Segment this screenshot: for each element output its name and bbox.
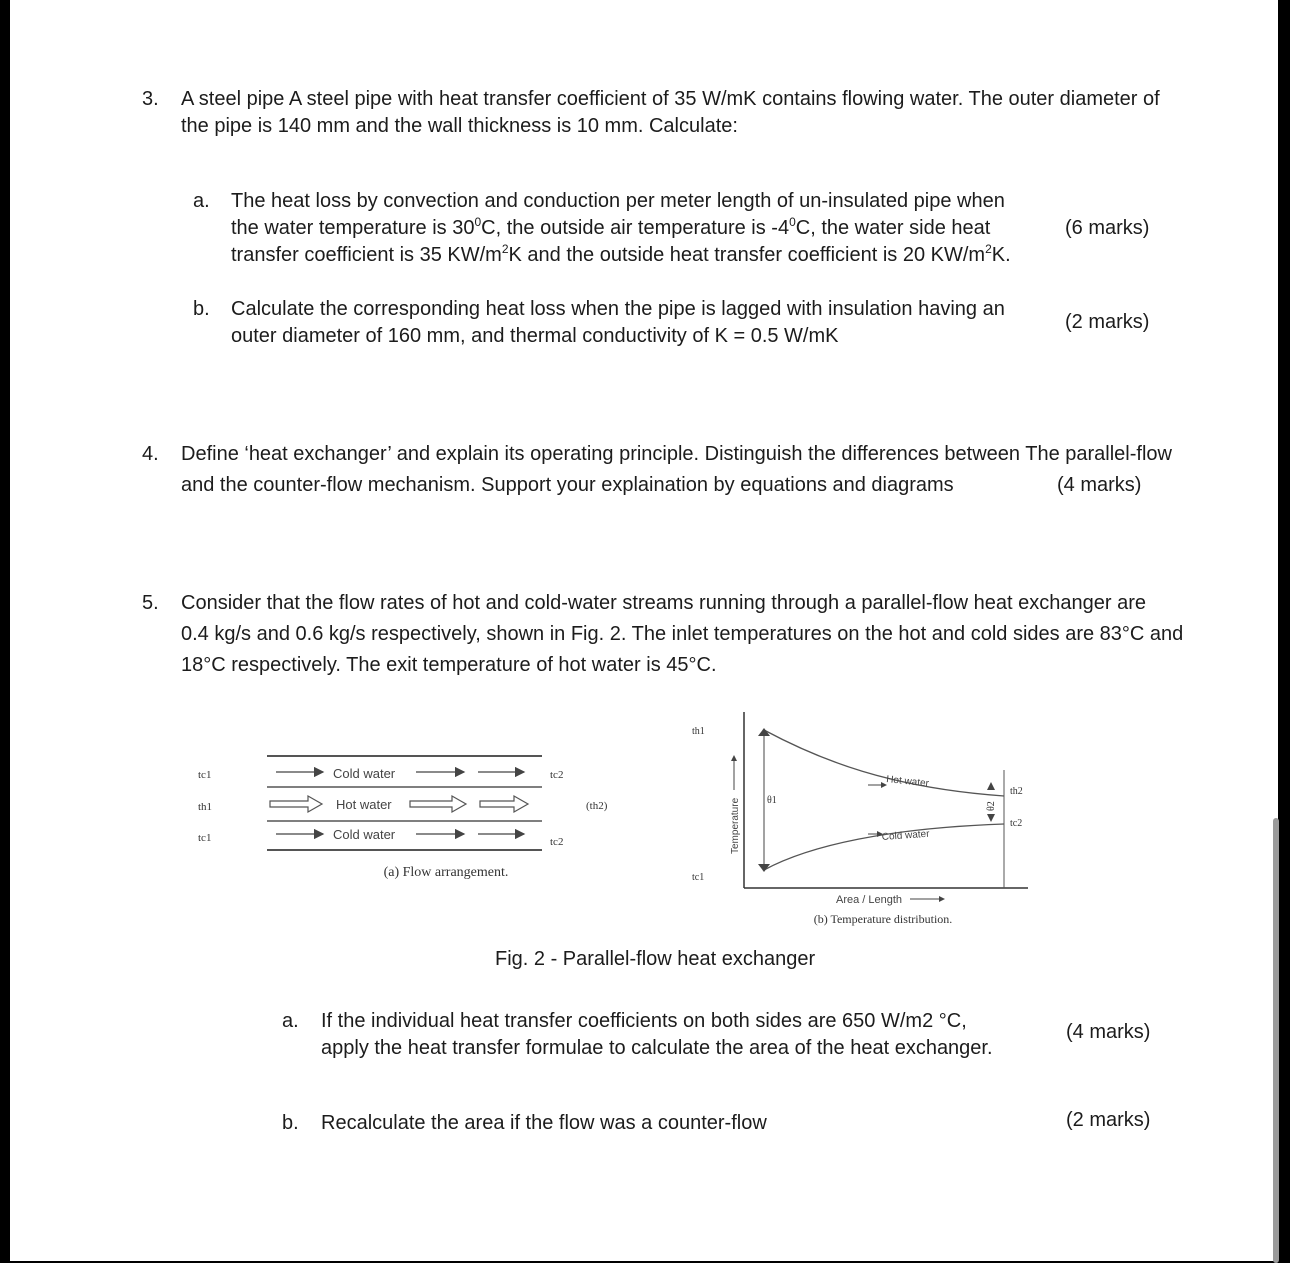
cold-water-label-bottom: Cold water [333, 827, 396, 842]
fig2-caption: Fig. 2 - Parallel-flow heat exchanger [495, 948, 816, 970]
q5b-marks: (2 marks) [1066, 1109, 1151, 1131]
q4-number: 4. [142, 443, 159, 465]
outlet-label-tc2-bottom: tc2 [550, 836, 564, 848]
q5a-letter: a. [282, 1010, 299, 1032]
hot-arrow-icon [480, 796, 528, 812]
hot-arrow-icon [410, 796, 466, 812]
q4-text-line1: Define ‘heat exchanger’ and explain its operating principle. Distinguish the differences between The parallel-flow [181, 443, 1172, 465]
q5a-line2: apply the heat transfer formulae to calculate the area of the heat exchanger. [321, 1037, 993, 1059]
q3-number: 3. [142, 88, 159, 110]
q5-text-line2: 0.4 kg/s and 0.6 kg/s respectively, shown in Fig. 2. The inlet temperatures on the hot and cold sides are 83°C and [181, 623, 1184, 645]
theta2-arrow-down-icon [987, 814, 995, 822]
q5-text-line1: Consider that the flow rates of hot and cold-water streams running through a parallel-flow heat exchanger are [181, 592, 1146, 614]
flow-arrangement-subcaption: (a) Flow arrangement. [383, 865, 509, 880]
fig2-diagram [10, 700, 1110, 940]
q3b-marks: (2 marks) [1065, 311, 1150, 333]
temperature-distribution [692, 712, 1028, 926]
q5b-letter: b. [282, 1112, 299, 1134]
theta1-label: θ1 [767, 795, 777, 806]
q3a-line1: The heat loss by convection and conduction per meter length of un-insulated pipe when [231, 190, 1005, 212]
q3-text-line1: A steel pipe A steel pipe with heat transfer coefficient of 35 W/mK contains flowing water. The outer diameter of [181, 88, 1160, 110]
tc2-label: tc2 [1010, 818, 1023, 829]
q3-text-line2: the pipe is 140 mm and the wall thickness is 10 mm. Calculate: [181, 115, 738, 137]
cold-water-label-top: Cold water [333, 766, 396, 781]
q5a-marks: (4 marks) [1066, 1021, 1151, 1043]
q4-marks: (4 marks) [1057, 474, 1142, 496]
q4-text-line2: and the counter-flow mechanism. Support your explaination by equations and diagrams [181, 474, 954, 496]
hot-arrow-icon [270, 796, 322, 812]
temperature-distribution-subcaption: (b) Temperature distribution. [813, 912, 953, 926]
inlet-label-tc1-bottom: tc1 [198, 832, 212, 844]
inlet-label-th1: th1 [198, 801, 213, 813]
x-axis-label: Area / Length [836, 894, 903, 906]
inlet-label-tc1: tc1 [198, 769, 212, 781]
theta2-label: θ2 [986, 801, 997, 811]
q5-number: 5. [142, 592, 159, 614]
theta2-arrow-up-icon [987, 782, 995, 790]
q3b-line1: Calculate the corresponding heat loss when the pipe is lagged with insulation having an [231, 298, 1005, 320]
q5b-line1: Recalculate the area if the flow was a counter-flow [321, 1112, 767, 1134]
outlet-label-th2: (th2) [586, 800, 608, 812]
vertical-scrollbar[interactable] [1273, 818, 1279, 1263]
tc1-label: tc1 [692, 872, 705, 883]
flow-arrangement [198, 756, 608, 880]
th1-label: th1 [692, 726, 705, 737]
q5-text-line3: 18°C respectively. The exit temperature of hot water is 45°C. [181, 654, 717, 676]
hot-water-curve [764, 730, 1004, 796]
q3a-line3: transfer coefficient is 35 $KW/m^2K$ and the outside heat transfer coefficient is 20 $KW/m^2K$. [231, 242, 1011, 266]
y-axis-label: Temperature [730, 797, 741, 854]
q3a-line2: the water temperature is $30^0C$, the outside air temperature is $-4^0C$, the water side heat [231, 215, 991, 239]
q3b-line2: outer diameter of 160 mm, and thermal conductivity of K = 0.5 W/mK [231, 325, 839, 347]
q3a-marks: (6 marks) [1065, 217, 1150, 239]
cold-curve-label: Cold water [881, 828, 930, 843]
hot-curve-label: Hot water [885, 774, 930, 790]
hot-water-label: Hot water [336, 797, 392, 812]
document-page [10, 0, 1278, 1261]
q3a-letter: a. [193, 190, 210, 212]
q3b-letter: b. [193, 298, 210, 320]
q5a-line1: If the individual heat transfer coefficients on both sides are 650 W/m2 °C, [321, 1010, 967, 1032]
outlet-label-tc2: tc2 [550, 769, 564, 781]
th2-label: th2 [1010, 786, 1023, 797]
